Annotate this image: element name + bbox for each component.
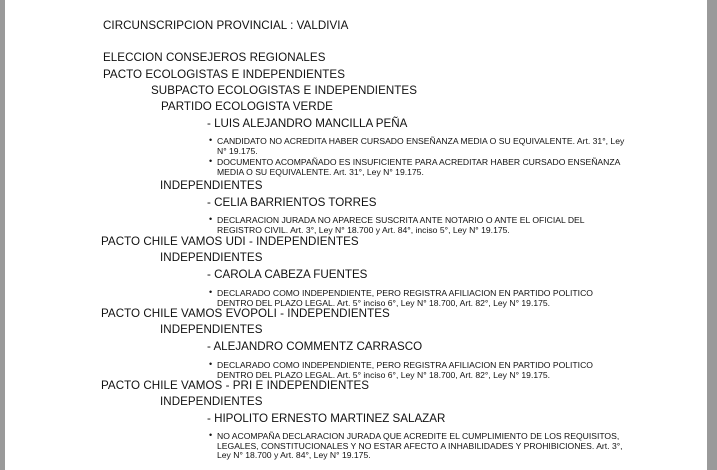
candidate-name: - LUIS ALEJANDRO MANCILLA PEÑA <box>207 117 408 130</box>
eleccion-heading: ELECCION CONSEJEROS REGIONALES <box>103 51 326 64</box>
bullet-icon: • <box>209 430 213 440</box>
candidate-name: - ALEJANDRO COMMENTZ CARRASCO <box>207 340 423 353</box>
observation-item <box>209 430 627 461</box>
observation-item <box>209 287 627 308</box>
observation-item <box>209 359 627 380</box>
bullet-icon: • <box>209 287 213 297</box>
observation-text: DOCUMENTO ACOMPAÑADO ES INSUFICIENTE PARA ACREDITAR HABER CURSADO ENSEÑANZA MEDIA O SU EQUIVALENTE. Art. 31°, Ley N° 19.175. <box>217 157 620 177</box>
pacto-heading: PACTO CHILE VAMOS EVOPOLI - INDEPENDIENTES <box>101 307 390 320</box>
document-page <box>5 0 707 470</box>
pacto-heading: PACTO CHILE VAMOS UDI - INDEPENDIENTES <box>101 235 359 248</box>
pacto-heading: PACTO ECOLOGISTAS E INDEPENDIENTES <box>103 68 345 81</box>
partido-heading: INDEPENDIENTES <box>160 395 263 408</box>
observation-text: CANDIDATO NO ACREDITA HABER CURSADO ENSEÑANZA MEDIA O SU EQUIVALENTE. Art. 31°, Ley N° 19.175. <box>217 136 625 156</box>
bullet-icon: • <box>209 156 213 166</box>
observation-text: DECLARACION JURADA NO APARECE SUSCRITA ANTE NOTARIO O ANTE EL OFICIAL DEL REGISTRO CIVIL. Art. 3°, Ley N° 18.700 y Art. 84°, inciso 5°, Ley N° 19.175. <box>217 215 585 235</box>
candidate-name: - CAROLA CABEZA FUENTES <box>207 268 368 281</box>
observation-text: NO ACOMPAÑA DECLARACION JURADA QUE ACREDITE EL CUMPLIMIENTO DE LOS REQUISITOS, LEGALES, CONSTITUCIONALES Y NO ESTAR AFECTO A INHABILIDADES Y PROHIBICIONES. Art. 3°, Ley N° 18.700 y Art. 84°, Ley N° 19.175. <box>217 431 623 461</box>
partido-heading: INDEPENDIENTES <box>160 179 263 192</box>
bullet-icon: • <box>209 214 213 224</box>
partido-heading: INDEPENDIENTES <box>160 251 263 264</box>
candidate-name: - HIPOLITO ERNESTO MARTINEZ SALAZAR <box>207 412 446 425</box>
observation-text: DECLARADO COMO INDEPENDIENTE, PERO REGISTRA AFILIACION EN PARTIDO POLITICO DENTRO DEL PLAZO LEGAL. Art. 5° inciso 6°, Ley N° 18.700, Art. 82°, Ley N° 19.175. <box>217 288 593 308</box>
pacto-heading: PACTO CHILE VAMOS - PRI E INDEPENDIENTES <box>101 379 370 392</box>
candidate-name: - CELIA BARRIENTOS TORRES <box>207 196 377 209</box>
circunscripcion-heading: CIRCUNSCRIPCION PROVINCIAL : VALDIVIA <box>103 19 349 32</box>
subpacto-heading: SUBPACTO ECOLOGISTAS E INDEPENDIENTES <box>151 84 417 97</box>
partido-heading: PARTIDO ECOLOGISTA VERDE <box>161 100 333 113</box>
bullet-icon: • <box>209 359 213 369</box>
bullet-icon: • <box>209 135 213 145</box>
partido-heading: INDEPENDIENTES <box>160 323 263 336</box>
observation-item <box>209 156 627 177</box>
observation-item <box>209 214 627 235</box>
observation-text: DECLARADO COMO INDEPENDIENTE, PERO REGISTRA AFILIACION EN PARTIDO POLITICO DENTRO DEL PLAZO LEGAL. Art. 5° inciso 6°, Ley N° 18.700, Art. 82°, Ley N° 19.175. <box>217 360 593 380</box>
observation-item <box>209 135 627 156</box>
